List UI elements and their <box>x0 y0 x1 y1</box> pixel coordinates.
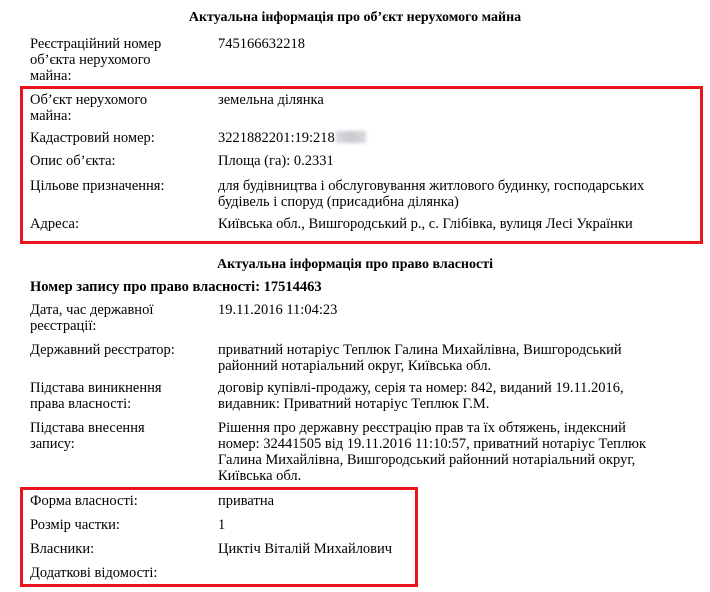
reg-date-value: 19.11.2016 11:04:23 <box>218 302 338 318</box>
purpose-value: для будівництва і обслуговування житлового будинку, господарських будівель і споруд (присадибна ділянка) <box>218 178 645 210</box>
basis-value: договір купівлі-продажу, серія та номер: 842, виданий 19.11.2016, видавник: Приватний нотаріус Теплюк Г.М. <box>218 380 624 412</box>
address-value: Київська обл., Вишгородський р., с. Глібівка, вулиця Лесі Українки <box>218 216 633 232</box>
entry-basis-label: Підстава внесення запису: <box>30 420 145 452</box>
share-value: 1 <box>218 517 226 533</box>
ownership-form-value: приватна <box>218 493 275 509</box>
owners-label: Власники: <box>30 541 95 557</box>
cadastral-value <box>218 130 366 146</box>
owners-value: Циктіч Віталій Михайлович <box>218 541 393 557</box>
section1-title: Актуальна інформація про об’єкт нерухомого майна <box>188 10 522 25</box>
description-label: Опис об’єкта: <box>30 153 116 169</box>
purpose-label: Цільове призначення: <box>30 178 165 194</box>
entry-basis-value: Рішення про державну реєстрацію прав та їх обтяжень, індексний номер: 32441505 від 19.11.2016 11:10:57, приватний нотаріус Теплюк Галина Михайлівна, Вишгородський районний нотаріальний округ, Київська обл. <box>218 420 647 484</box>
record-number-title: Номер запису про право власності: 17514463 <box>30 279 322 295</box>
ownership-form-label: Форма власності: <box>30 493 138 509</box>
additional-label: Додаткові відомості: <box>30 565 158 581</box>
reg-date-label: Дата, час державної реєстрації: <box>30 302 154 334</box>
object-value: земельна ділянка <box>218 92 324 108</box>
registrar-label: Державний реєстратор: <box>30 342 175 358</box>
cadastral-label: Кадастровий номер: <box>30 130 155 146</box>
reg-number-label: Реєстраційний номер об’єкта нерухомого майна: <box>30 36 162 84</box>
cadastral-number: 3221882201:19:218 <box>218 130 335 146</box>
redacted-blur <box>336 131 366 143</box>
basis-label: Підстава виникнення права власності: <box>30 380 162 412</box>
description-value: Площа (га): 0.2331 <box>218 153 334 169</box>
address-label: Адреса: <box>30 216 79 232</box>
section2-title: Актуальна інформація про право власності <box>217 257 493 272</box>
registrar-value: приватний нотаріус Теплюк Галина Михайлівна, Вишгородський районний нотаріальний округ, Київська обл. <box>218 342 622 374</box>
share-label: Розмір частки: <box>30 517 120 533</box>
object-label: Об’єкт нерухомого майна: <box>30 92 148 124</box>
reg-number-value: 745166632218 <box>218 36 305 52</box>
